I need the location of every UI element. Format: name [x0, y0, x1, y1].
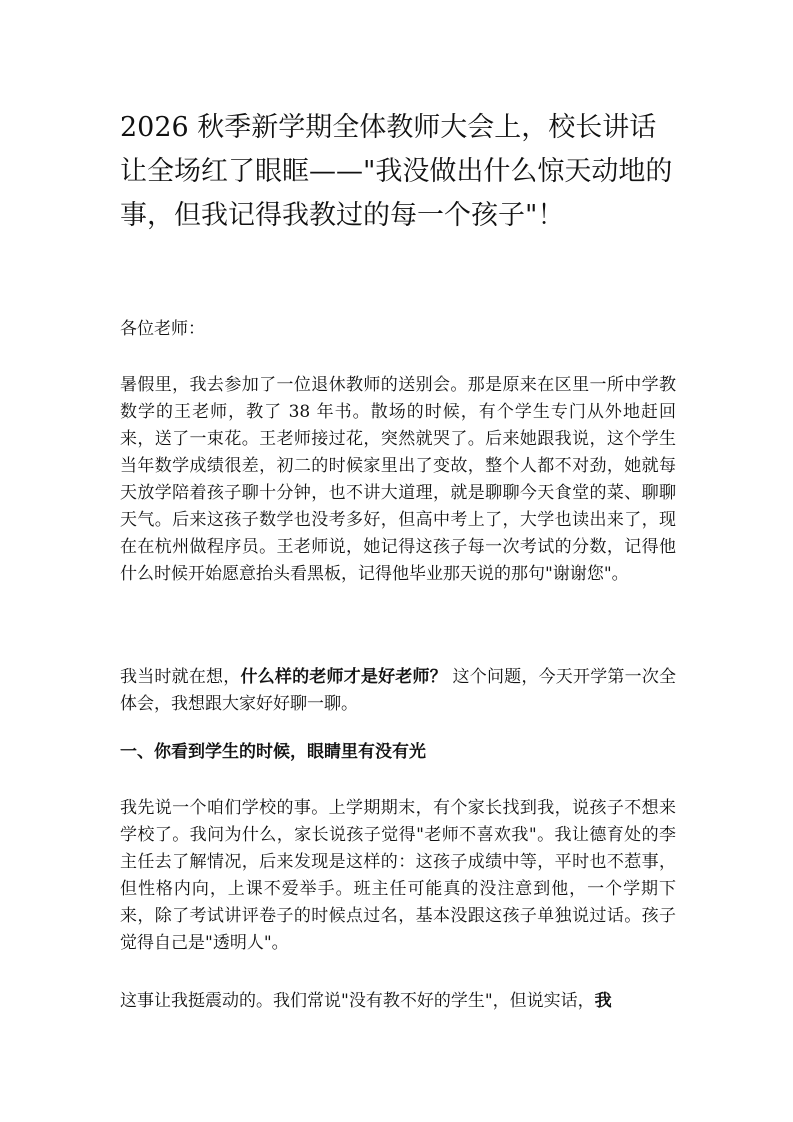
- paragraph-2: [120, 664, 676, 718]
- paragraph-4-bold-text: 我: [594, 991, 612, 1011]
- paragraph-4-text-start: 这事让我挺震动的。我们常说"没有教不好的学生"，但说实话，: [120, 991, 595, 1011]
- paragraph-4: [120, 988, 676, 1015]
- paragraph-2-bold-question: 什么样的老师才是好老师？: [240, 667, 447, 687]
- section-heading-1: 一、你看到学生的时候，眼睛里有没有光: [120, 742, 426, 762]
- paragraph-2-text-start: 我当时就在想，: [120, 667, 241, 687]
- paragraph-1: 暑假里，我去参加了一位退休教师的送别会。那是原来在区里一所中学教数学的王老师，教了 38 年书。散场的时候，有个学生专门从外地赶回来，送了一束花。王老师接过花，突然就哭了。后来她跟我说，这个学生当年数学成绩很差，初二的时候家里出了变故，整个人都不对劲，她就每天放学陪着孩子聊十分钟，也不讲大道理，就是聊聊今天食堂的菜、聊聊天气。后来这孩子数学也没考多好，但高中考上了，大学也读出来了，现在在杭州做程序员。王老师说，她记得这孩子每一次考试的分数，记得他什么时候开始愿意抬头看黑板，记得他毕业那天说的那句"谢谢您"。: [120, 375, 676, 584]
- paragraph-3: 我先说一个咱们学校的事。上学期期末，有个家长找到我，说孩子不想来学校了。我问为什么，家长说孩子觉得"老师不喜欢我"。我让德育处的李主任去了解情况，后来发现是这样的：这孩子成绩中等，平时也不惹事，但性格内向，上课不爱举手。班主任可能真的没注意到他，一个学期下来，除了考试讲评卷子的时候点过名，基本没跟这孩子单独说过话。孩子觉得自己是"透明人"。: [120, 798, 676, 953]
- greeting: 各位老师：: [120, 319, 205, 339]
- document-title: 2026 秋季新学期全体教师大会上，校长讲话让全场红了眼眶——"我没做出什么惊天动地的事，但我记得我教过的每一个孩子"！: [120, 112, 673, 231]
- paragraph-2-text-end: 这个问题，今天开学第一次全体会，我想跟大家好好聊一聊。: [120, 667, 677, 714]
